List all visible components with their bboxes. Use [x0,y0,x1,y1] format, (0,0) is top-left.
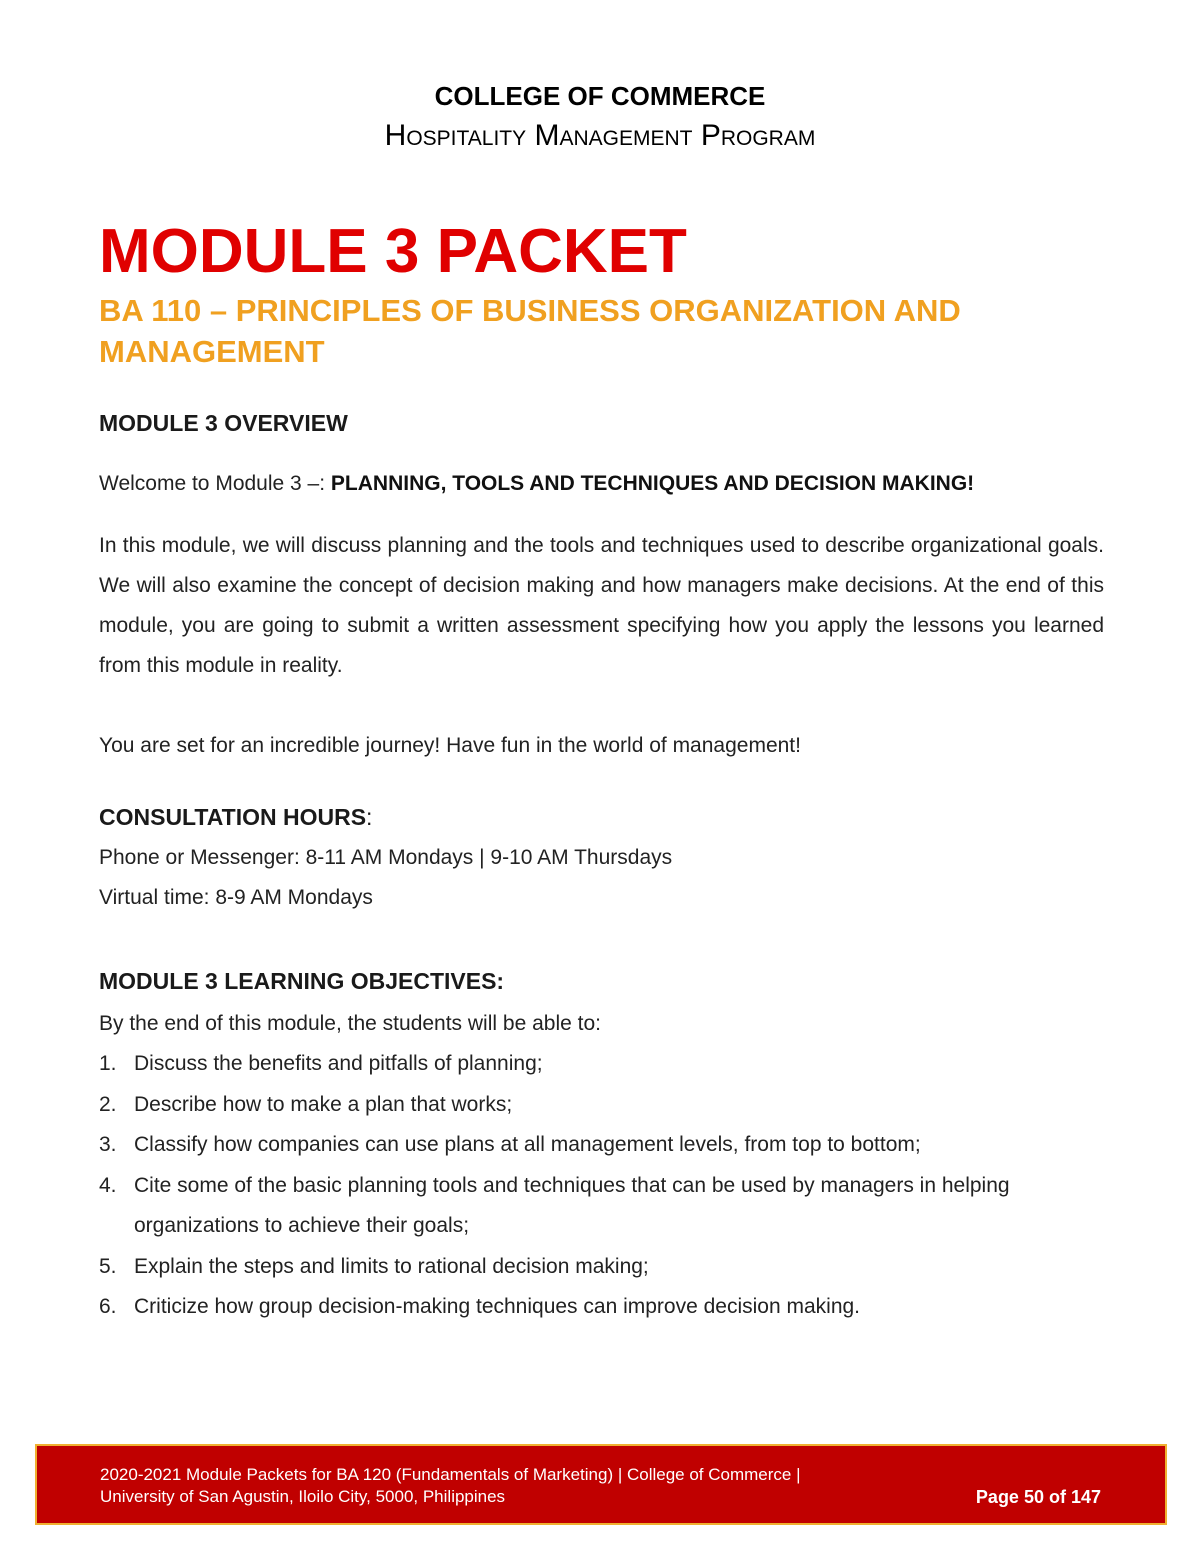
consultation-colon: : [366,804,373,830]
list-item-number: 1. [99,1052,117,1075]
list-item-text: Discuss the benefits and pitfalls of planning; [134,1052,543,1075]
list-item-number: 3. [99,1133,117,1156]
course-title: BA 110 – PRINCIPLES OF BUSINESS ORGANIZATION AND MANAGEMENT [99,293,961,369]
page-number: Page 50 of 147 [975,1487,1101,1507]
closing-line: You are set for an incredible journey! Have fun in the world of management! [99,734,801,757]
welcome-prefix: Welcome to Module 3 –: [99,472,331,495]
consultation-heading [99,802,1104,832]
list-item-text: Classify how companies can use plans at all management levels, from top to bottom; [134,1133,921,1156]
list-item [99,1044,1104,1085]
list-item [99,1125,1104,1166]
list-item-text: Cite some of the basic planning tools and techniques that can be used by managers in helping organizations to achieve their goals; [134,1173,1010,1237]
module-topic: PLANNING, TOOLS AND TECHNIQUES AND DECISION MAKING! [330,472,975,495]
list-item-text: Criticize how group decision-making techniques can improve decision making. [134,1295,861,1318]
objectives-heading: MODULE 3 LEARNING OBJECTIVES: [99,968,505,994]
overview-paragraph: In this module, we will discuss planning and the tools and techniques used to describe organizational goals. We will also examine the concept of decision making and how managers make decisions. At the end of this module, you are going to submit a written assessment specifying how you apply the lessons you learned from this module in reality. [99,534,1104,677]
list-item-number: 6. [99,1295,117,1318]
consultation-phone: Phone or Messenger: 8-11 AM Mondays | 9-10 AM Thursdays [99,846,673,869]
consultation-virtual: Virtual time: 8-9 AM Mondays [99,886,373,909]
objectives-intro: By the end of this module, the students will be able to: [99,1012,601,1035]
document-header [0,80,1200,156]
page-footer [35,1444,1167,1525]
overview-heading: MODULE 3 OVERVIEW [99,410,348,436]
list-item-text: Explain the steps and limits to rational decision making; [134,1254,649,1278]
objectives-list [99,1044,1104,1328]
list-item [99,1247,1104,1288]
program-name: Hospitality Management Program [384,119,816,152]
list-item-number: 4. [99,1173,117,1197]
footer-text [100,1464,801,1508]
footer-line-2: University of San Agustin, Iloilo City, 5000, Philippines [100,1487,506,1506]
list-item [99,1085,1104,1126]
list-item [99,1166,1104,1247]
page-content [99,218,1104,1328]
consultation-heading-text: CONSULTATION HOURS [99,804,367,830]
college-name: COLLEGE OF COMMERCE [434,81,766,111]
module-title: MODULE 3 PACKET [99,217,687,286]
list-item-number: 5. [99,1254,117,1278]
footer-line-1: 2020-2021 Module Packets for BA 120 (Fundamentals of Marketing) | College of Commerce | [100,1465,801,1484]
list-item-text: Describe how to make a plan that works; [134,1092,513,1116]
list-item-number: 2. [99,1092,117,1116]
list-item [99,1287,1104,1328]
welcome-line [99,464,1104,504]
